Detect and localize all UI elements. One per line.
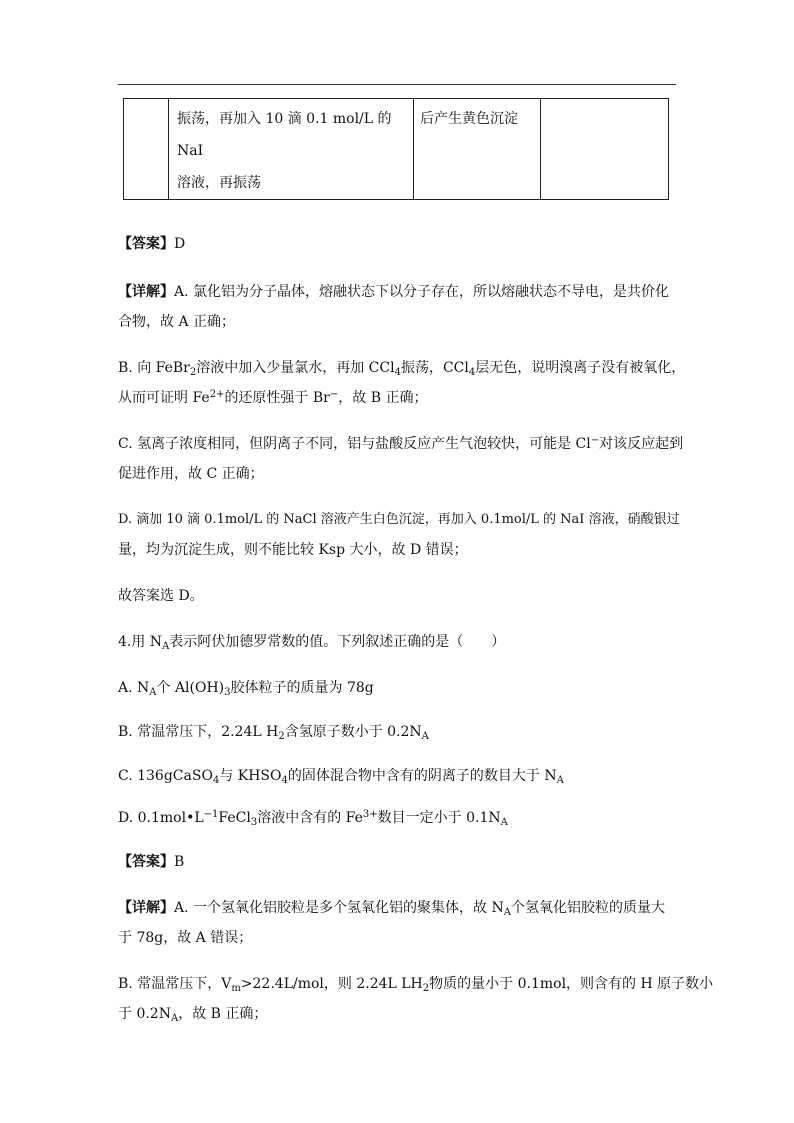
- answer-value: D: [174, 236, 186, 252]
- q4-detail-b-line2: 于 $0.2N_A$，故 B 正确；: [118, 1006, 268, 1024]
- table-row: [124, 99, 669, 200]
- q4-detail-a-line2: 于 78g，故 A 错误；: [118, 930, 253, 946]
- phenomenon-text: 后产生黄色沉淀: [420, 111, 518, 127]
- answer-value: B: [174, 854, 185, 870]
- q3-detail-b-line2: 从而可证明 $Fe^{2+}$的还原性强于 Br−，故 B 正确；: [118, 389, 428, 406]
- q4-stem: 4.用 $N_A$表示阿伏加德罗常数的值。下列叙述正确的是（ ）: [118, 634, 506, 652]
- detail-label: 【详解】: [118, 900, 174, 916]
- table-cell-phenomenon: [414, 99, 541, 200]
- q3-detail-d-line2: 量，均为沉淀生成，则不能比较 Ksp 大小，故 D 错误；: [118, 542, 468, 558]
- operation-line-2: 溶液，再振荡: [177, 175, 261, 191]
- q3-conclusion: 故答案选 D。: [118, 588, 204, 604]
- q3-detail-a-line1: 【详解】A. 氯化铝为分子晶体，熔融状态下以分子存在，所以熔融状态不导电，是共价化: [118, 284, 670, 300]
- q3-detail-c-line2: 促进作用，故 C 正确；: [118, 466, 264, 482]
- q4-option-b: B. 常温常压下，2.24L $H_2$含氢原子数小于 $0.2N_A$: [118, 724, 429, 742]
- q4-detail-a-line1: 【详解】A. 一个氢氧化铝胶粒是多个氢氧化铝的聚集体，故 $N_A$个氢氧化铝胶粒的质量大: [118, 900, 665, 918]
- answer-label: 【答案】: [118, 236, 174, 252]
- q3-detail-c-line1: C. 氢离子浓度相同，但阴离子不同，铝与盐酸反应产生气泡较快，可能是 Cl−对该反应起到: [118, 435, 684, 452]
- answer-label: 【答案】: [118, 854, 174, 870]
- table-cell-conclusion: [541, 99, 669, 200]
- operation-line-1: 振荡，再加入 10 滴 0.1 mol/L 的 NaI: [177, 111, 392, 159]
- q3-detail-b-line1: B. 向 FeBr$_2$溶液中加入少量氯水，再加 CCl$_4$振荡，CCl$_4$层无色，说明溴离子没有被氧化，: [118, 360, 686, 378]
- q4-answer: [118, 852, 184, 872]
- detail-label: 【详解】: [118, 284, 174, 300]
- q3-detail-d-line1: D. 滴加 10 滴 0.1mol/L 的 NaCl 溶液产生白色沉淀，再加入 0.1mol/L 的 NaI 溶液，硝酸银过: [118, 512, 680, 527]
- q3-detail-a-line2: 合物，故 A 正确；: [118, 314, 236, 330]
- q4-detail-b-line1: B. 常温常压下，$V_m>22.4L$/mol，则 2.24L $LH_2$物质的量小于 0.1mol，则含有的 H 原子数小: [118, 976, 714, 994]
- experiment-table: [123, 98, 669, 200]
- q4-option-a: A. $N_A$个 $Al(OH)_3$胶体粒子的质量为 78g: [118, 680, 374, 698]
- q3-answer: [118, 234, 185, 254]
- table-cell-index: [124, 99, 169, 200]
- table-cell-operation: [169, 99, 414, 200]
- q4-option-d: D. $0.1mol•L^{-1}FeCl_3$溶液中含有的 $Fe^{3+}$数目一定小于 $0.1N_A$: [118, 809, 508, 828]
- q4-option-c: C. 136gCaSO$_4$与 $KHSO_4$的固体混合物中含有的阴离子的数目大于 $N_A$: [118, 768, 564, 786]
- header-rule: [118, 84, 676, 85]
